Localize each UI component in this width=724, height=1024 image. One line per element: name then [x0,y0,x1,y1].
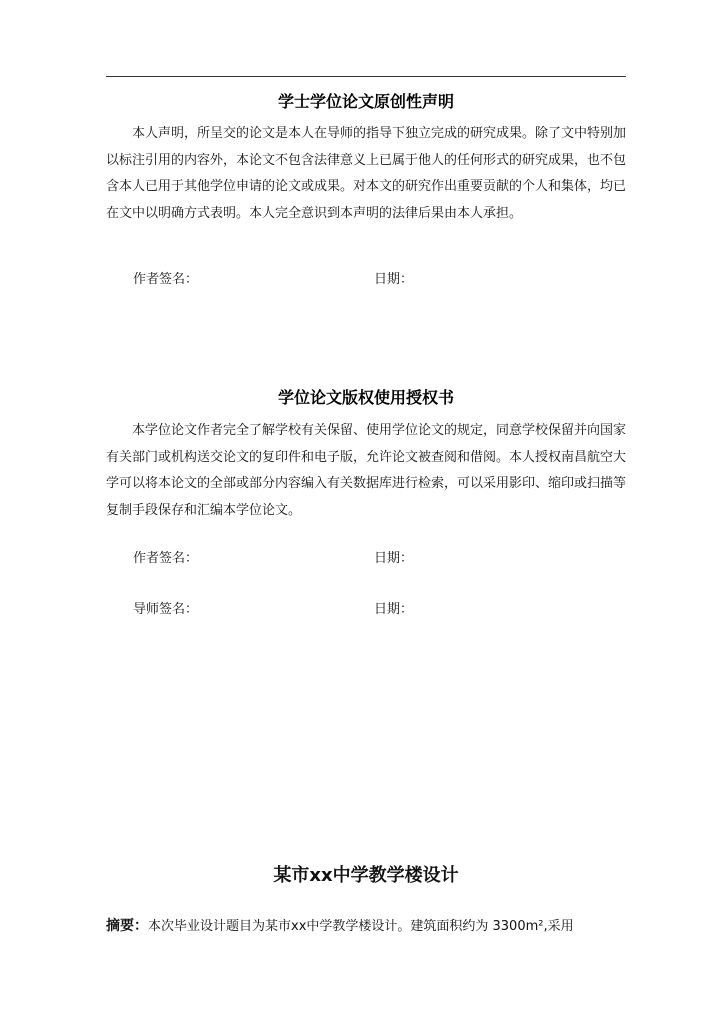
authorization-author-date-label: 日期： [374,551,414,566]
authorization-author-signature-label: 作者签名： [133,551,199,566]
declaration-date-label: 日期： [374,272,414,287]
declaration-body: 本人声明，所呈交的论文是本人在导师的指导下独立完成的研究成果。除了文中特别加以标注引用的内容外，本论文不包含法律意义上已属于他人的任何形式的研究成果，也不包含本人已用于其他学位申请的论文或成果。对本文的研究作出重要贡献的个人和集体，均已在文中以明确方式表明。本人完全意识到本声明的法律后果由本人承担。 [106,126,627,221]
authorization-body: 本学位论文作者完全了解学校有关保留、使用学位论文的规定，同意学校保留并向国家有关部门或机构送交论文的复印件和电子版，允许论文被查阅和借阅。本人授权南昌航空大学可以将本论文的全部或部分内容编入有关数据库进行检索，可以采用影印、缩印或扫描等复制手段保存和汇编本学位论文。 [106,423,627,518]
authorization-advisor-date-label: 日期： [374,602,414,617]
abstract-line [106,915,636,935]
declaration-heading: 学士学位论文原创性声明 [277,92,454,111]
thesis-title: 某市xx中学教学楼设计 [273,865,459,886]
abstract-label: 摘要： [106,918,148,934]
authorization-heading: 学位论文版权使用授权书 [277,388,454,407]
abstract-text: 本次毕业设计题目为某市xx中学教学楼设计。建筑面积约为 3300m²,采用 [148,919,574,934]
declaration-author-signature-label: 作者签名： [133,272,199,287]
header-rule [106,76,626,77]
authorization-advisor-signature-label: 导师签名： [133,602,199,617]
